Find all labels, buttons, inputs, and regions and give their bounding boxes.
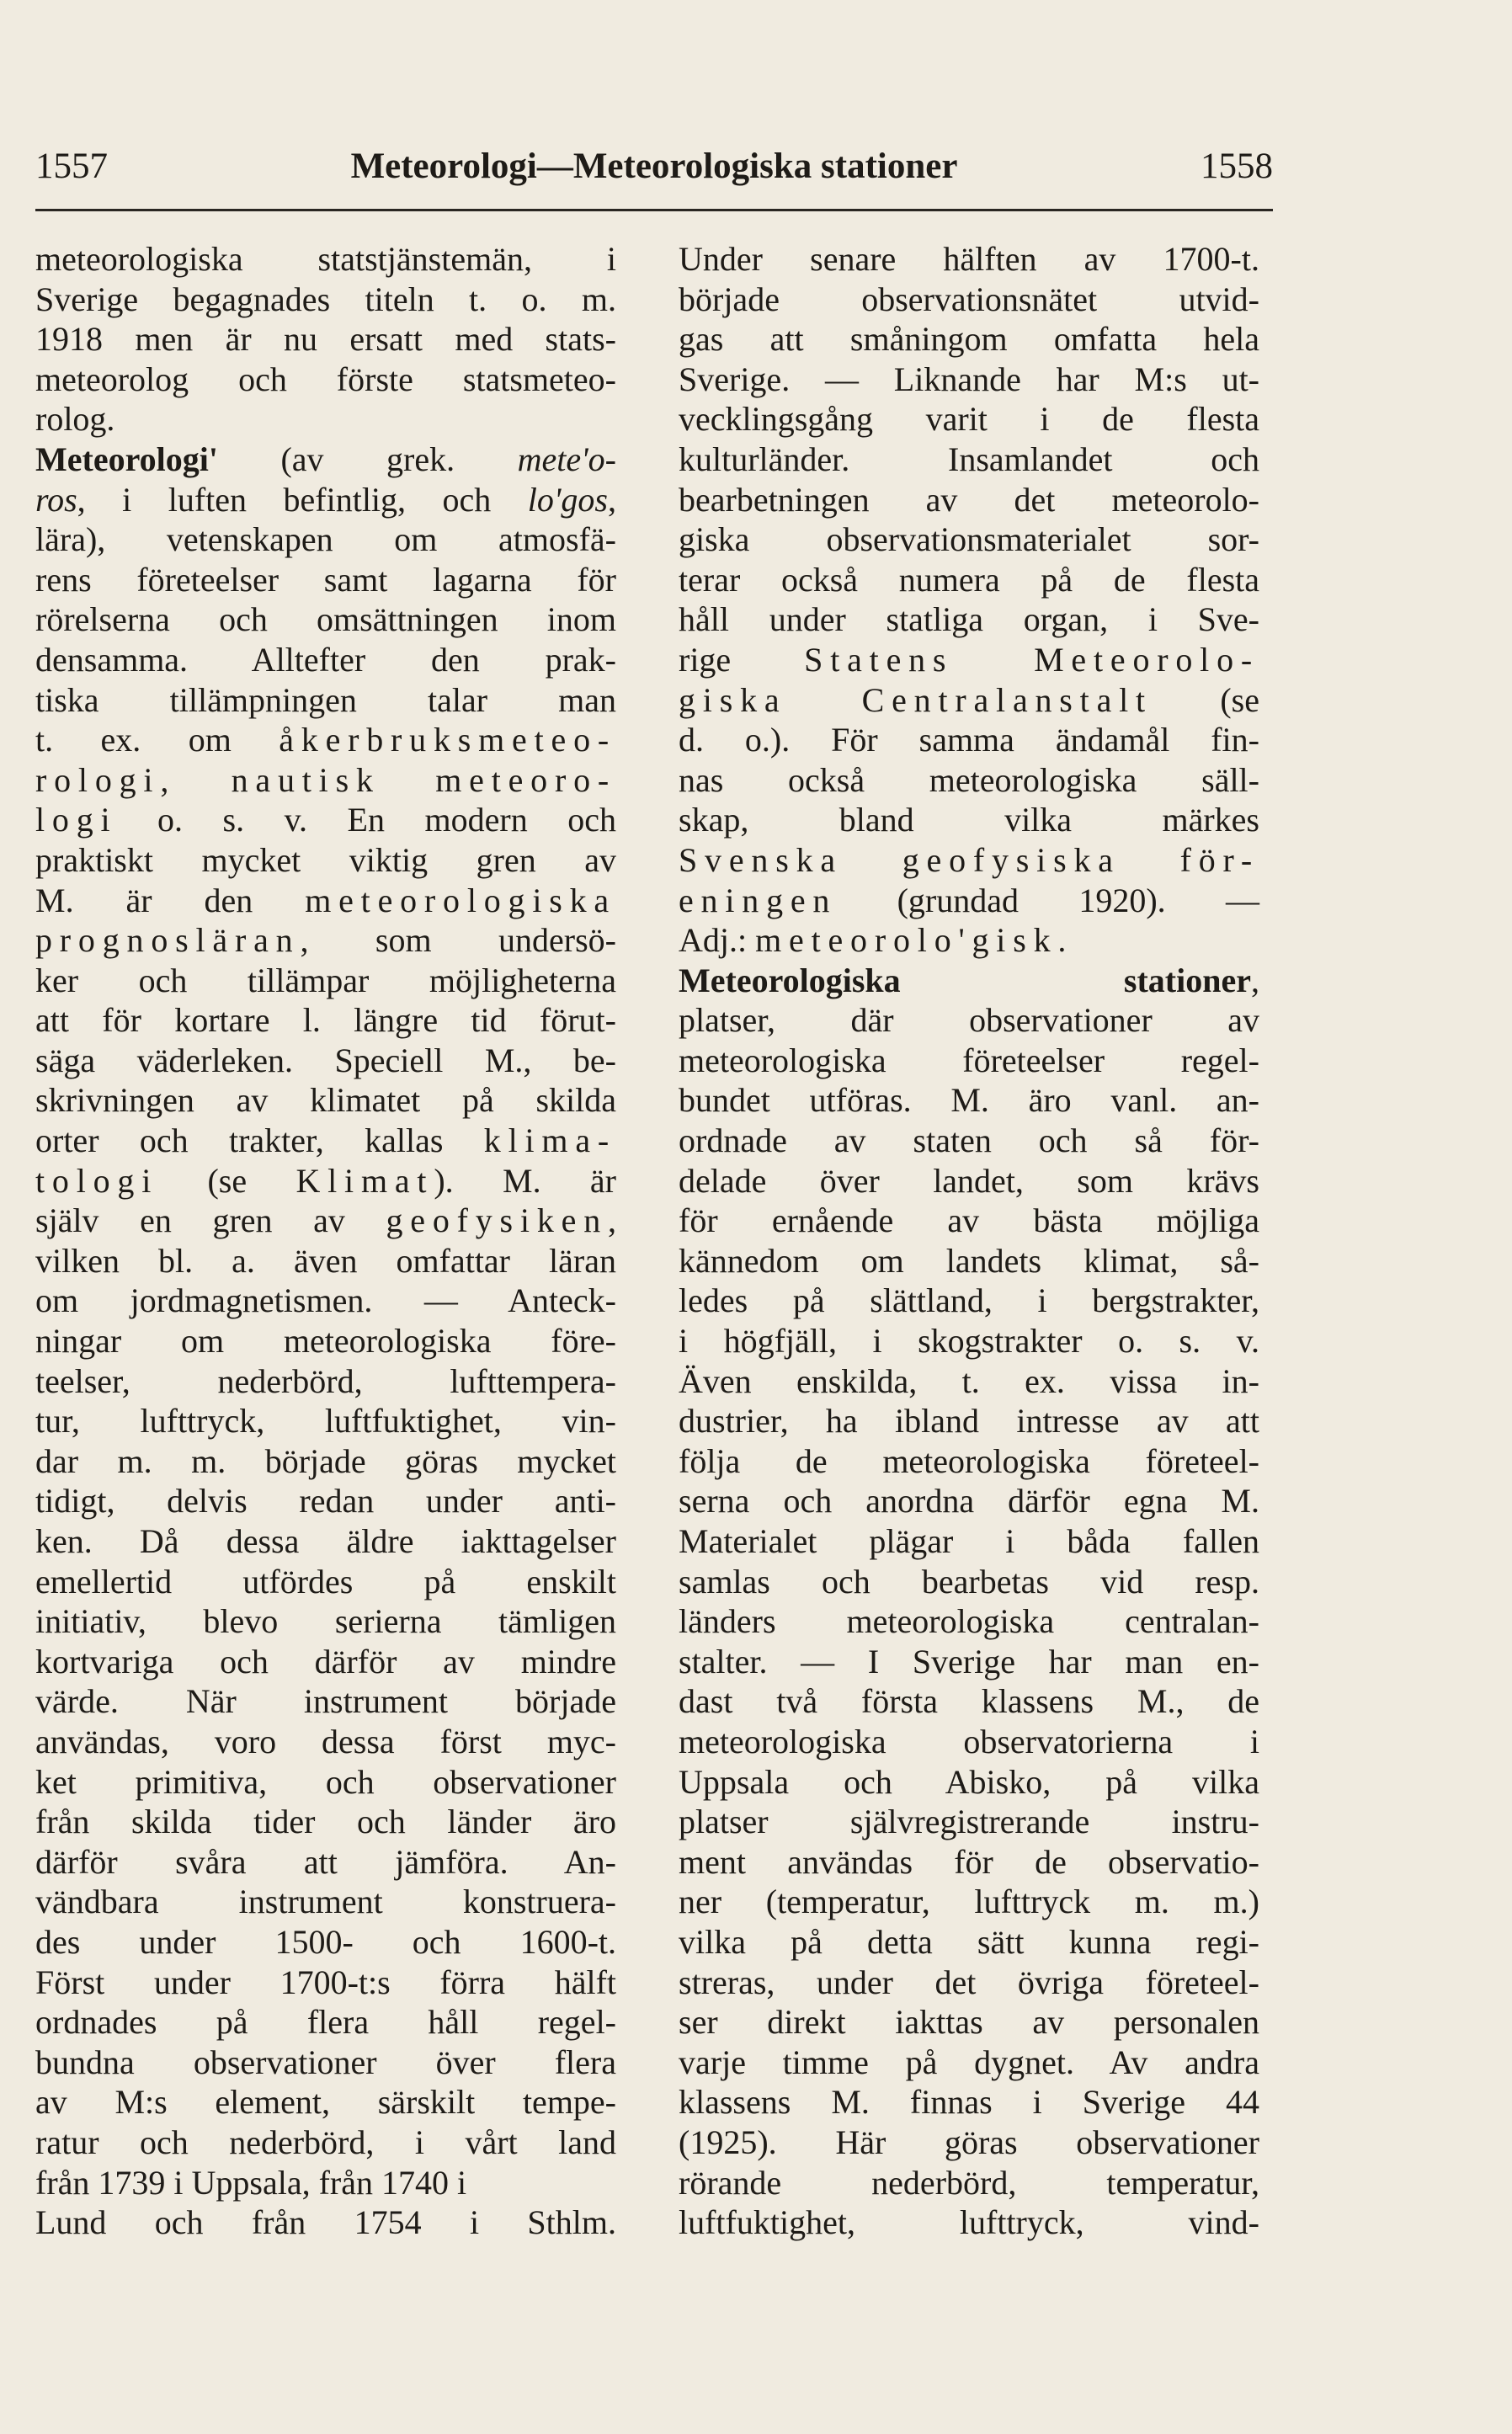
left-column-line: att för kortare l. längre tid förut- <box>35 1001 616 1040</box>
left-column-line: densamma. Alltefter den prak- <box>35 640 616 679</box>
text-run: Svenska geofysiska för- <box>679 840 1259 879</box>
right-column-line: skap, bland vilka märkes <box>679 801 1259 839</box>
text-run: , i luften befintlig, och <box>77 480 528 519</box>
right-column-line <box>679 961 1259 1001</box>
left-column-line: emellertid utfördes på enskilt <box>35 1562 616 1600</box>
right-column-line: i högfjäll, i skogstrakter o. s. v. <box>679 1322 1259 1361</box>
left-column-line: ken. Då dessa äldre iakttagelser <box>35 1522 616 1560</box>
left-column-line: användas, voro dessa först myc- <box>35 1722 616 1760</box>
right-column-line: länders meteorologiska centralan- <box>679 1602 1259 1641</box>
right-column-line: meteorologiska observatorierna i <box>679 1722 1259 1760</box>
left-column-line: meteorologiska statstjänstemän, i <box>35 240 616 278</box>
left-column-line: Sverige begagnades titeln t. o. m. <box>35 280 616 318</box>
left-column-line: skrivningen av klimatet på skilda <box>35 1081 616 1120</box>
right-column-line: ledes på slättland, i bergstrakter, <box>679 1281 1259 1320</box>
left-column-line <box>35 760 616 801</box>
right-column-line: vecklingsgång varit i de flesta <box>679 400 1259 439</box>
left-column-line <box>35 720 616 760</box>
right-column-line: vilka på detta sätt kunna regi- <box>679 1922 1259 1961</box>
right-column-line: luftfuktighet, lufttryck, vind- <box>679 2203 1259 2242</box>
left-column-line: kortvariga och därför av mindre <box>35 1642 616 1680</box>
right-column-line: stalter. — I Sverige har man en- <box>679 1642 1259 1680</box>
right-column-line: meteorologiska företeelser regel- <box>679 1041 1259 1079</box>
right-column-line: terar också numera på de flesta <box>679 560 1259 599</box>
right-column-line: bearbetningen av det meteorolo- <box>679 480 1259 519</box>
right-column-line: gas att småningom omfatta hela <box>679 320 1259 359</box>
right-column-line: ordnade av staten och så för- <box>679 1121 1259 1160</box>
text-run: (se <box>158 1161 296 1200</box>
right-column-line: ment användas för de observatio- <box>679 1842 1259 1881</box>
right-column-line: följa de meteorologiska företeel- <box>679 1441 1259 1480</box>
right-column-line <box>679 680 1259 721</box>
left-column-line: tur, lufttryck, luftfuktighet, vin- <box>35 1402 616 1441</box>
text-run: eningen <box>679 881 838 919</box>
right-column-line: kännedom om landets klimat, så- <box>679 1241 1259 1280</box>
right-column-line: Sverige. — Liknande har M:s ut- <box>679 360 1259 398</box>
right-column-line: (1925). Här göras observationer <box>679 2122 1259 2161</box>
left-column-line: om jordmagnetismen. — Anteck- <box>35 1281 616 1320</box>
text-run: tologi <box>35 1161 159 1200</box>
left-column-line: tiska tillämpningen talar man <box>35 680 616 719</box>
left-column-line: vändbara instrument konstruera- <box>35 1883 616 1921</box>
left-column-line <box>35 1201 616 1241</box>
left-column-line: från 1739 i Uppsala, från 1740 i <box>35 2163 467 2202</box>
text-run: Meteorologi' <box>35 439 218 478</box>
right-column-line <box>679 920 1259 961</box>
text-run: Adj.: <box>679 921 756 960</box>
left-column-line: från skilda tider och länder äro <box>35 1803 616 1841</box>
left-column-line: initiativ, blevo serierna tämligen <box>35 1602 616 1641</box>
left-column-line <box>35 480 616 520</box>
right-column-line: Även enskilda, t. ex. vissa in- <box>679 1361 1259 1400</box>
right-column-line: för ernående av bästa möjliga <box>679 1201 1259 1240</box>
right-column-line: delade över landet, som krävs <box>679 1161 1259 1200</box>
left-column-line: Lund och från 1754 i Sthlm. <box>35 2203 616 2242</box>
right-column-line: nas också meteorologiska säll- <box>679 760 1259 799</box>
text-run: o. s. v. En modern och <box>117 801 616 839</box>
text-run: , <box>608 480 616 519</box>
right-column-line: håll under statliga organ, i Sve- <box>679 600 1259 639</box>
left-column-line: praktiskt mycket viktig gren av <box>35 840 616 879</box>
text-run: , <box>1251 961 1259 999</box>
left-column-line <box>35 920 616 961</box>
left-column-line <box>35 881 616 921</box>
text-run: M. är den <box>35 881 306 919</box>
right-column-line: rörande nederbörd, temperatur, <box>679 2163 1259 2202</box>
running-title: Meteorologi—Meteorologiska stationer <box>350 146 958 186</box>
left-column-line: ket primitiva, och observationer <box>35 1762 616 1801</box>
left-column-line: rens företeelser samt lagarna för <box>35 560 616 599</box>
left-column-line <box>35 1121 616 1161</box>
left-column-line: 1918 men är nu ersatt med stats- <box>35 320 616 359</box>
left-column-line: rolog. <box>35 400 115 439</box>
left-column-line: Först under 1700-t:s förra hälft <box>35 1963 616 2001</box>
right-column-line: Under senare hälften av 1700-t. <box>679 240 1259 278</box>
right-column-line: ser direkt iakttas av personalen <box>679 2003 1259 2042</box>
text-run: orter och trakter, kallas <box>35 1121 484 1160</box>
text-run: ). M. är <box>434 1161 616 1200</box>
page-header <box>35 141 1273 209</box>
text-run: geofysiken <box>386 1201 608 1240</box>
left-column-line <box>35 1161 616 1201</box>
right-column-line: serna och anordna därför egna M. <box>679 1482 1259 1521</box>
text-run: rologi, nautisk meteoro- <box>35 760 616 799</box>
text-run: själv en gren av <box>35 1201 386 1240</box>
right-column-line: började observationsnätet utvid- <box>679 280 1259 318</box>
left-column-line: därför svåra att jämföra. An- <box>35 1842 616 1881</box>
page-number-right: 1558 <box>1201 146 1273 186</box>
text-run: meteorolo'gisk <box>755 921 1058 960</box>
text-run: klima- <box>483 1121 616 1160</box>
left-column-line: värde. När instrument började <box>35 1682 616 1721</box>
right-column-line <box>679 640 1259 680</box>
right-column <box>679 239 1259 2243</box>
text-run: (grundad 1920). — <box>837 881 1259 919</box>
text-run: åkerbruksmeteo- <box>279 721 616 759</box>
left-column-line: des under 1500- och 1600-t. <box>35 1922 616 1961</box>
text-run: . <box>1057 921 1067 960</box>
right-column-line: d. o.). För samma ändamål fin- <box>679 721 1259 759</box>
left-column-line: säga väderleken. Speciell M., be- <box>35 1041 616 1079</box>
left-column-line: ningar om meteorologiska före- <box>35 1322 616 1361</box>
left-column <box>35 239 616 2243</box>
text-run: prognosläran <box>35 921 301 960</box>
right-column-line: dast två första klassens M., de <box>679 1682 1259 1721</box>
right-column-line: Materialet plägar i båda fallen <box>679 1522 1259 1560</box>
right-column-line: dustrier, ha ibland intresse av att <box>679 1402 1259 1441</box>
right-column-line: klassens M. finnas i Sverige 44 <box>679 2083 1259 2122</box>
left-column-line: ordnades på flera håll regel- <box>35 2003 616 2042</box>
right-column-line: platser självregistrerande instru- <box>679 1803 1259 1841</box>
text-run: lo'gos <box>527 480 608 519</box>
text-run: Meteorologiska stationer <box>679 961 1251 999</box>
left-column-line: teelser, nederbörd, lufttempera- <box>35 1361 616 1400</box>
left-column-line: tidigt, delvis redan under anti- <box>35 1482 616 1521</box>
left-column-line: ratur och nederbörd, i vårt land <box>35 2122 616 2161</box>
right-column-line <box>679 881 1259 921</box>
left-column-line: lära), vetenskapen om atmosfä- <box>35 520 616 559</box>
text-run: , som undersö- <box>300 921 616 960</box>
left-column-line: ker och tillämpar möjligheterna <box>35 961 616 999</box>
right-column-line <box>679 840 1259 881</box>
right-column-line: giska observationsmaterialet sor- <box>679 520 1259 559</box>
right-column-line: Uppsala och Abisko, på vilka <box>679 1762 1259 1801</box>
left-column-line: rörelserna och omsättningen inom <box>35 600 616 639</box>
text-run: rige <box>679 640 805 679</box>
text-run: (av grek. <box>217 439 518 478</box>
text-run: ros <box>35 480 77 519</box>
left-column-line <box>35 439 616 480</box>
left-column-line: dar m. m. började göras mycket <box>35 1441 616 1480</box>
left-column-line: vilken bl. a. även omfattar läran <box>35 1241 616 1280</box>
text-run: meteorologiska <box>305 881 616 919</box>
right-column-line: kulturländer. Insamlandet och <box>679 439 1259 478</box>
text-run: (se <box>1152 680 1259 719</box>
left-column-line: meteorolog och förste statsmeteo- <box>35 360 616 398</box>
right-column-line: bundet utföras. M. äro vanl. an- <box>679 1081 1259 1120</box>
page-number-left: 1557 <box>35 146 108 186</box>
left-column-line: av M:s element, särskilt tempe- <box>35 2083 616 2122</box>
right-column-line: samlas och bearbetas vid resp. <box>679 1562 1259 1600</box>
text-run: Statens Meteorolo- <box>804 640 1260 679</box>
text-run: logi <box>35 801 118 839</box>
right-column-line: varje timme på dygnet. Av andra <box>679 2043 1259 2081</box>
header-rule <box>35 209 1273 211</box>
text-run: giska Centralanstalt <box>679 680 1153 719</box>
left-column-line <box>35 800 616 840</box>
right-column-line: streras, under det övriga företeel- <box>679 1963 1259 2001</box>
text-run: t. ex. om <box>35 721 280 759</box>
text-run: mete'o- <box>517 439 616 478</box>
right-column-line: ner (temperatur, lufttryck m. m.) <box>679 1883 1259 1921</box>
right-column-line: platser, där observationer av <box>679 1001 1259 1040</box>
left-column-line: bundna observationer över flera <box>35 2043 616 2081</box>
text-run: , <box>608 1201 616 1240</box>
text-run: Klimat <box>295 1161 434 1200</box>
